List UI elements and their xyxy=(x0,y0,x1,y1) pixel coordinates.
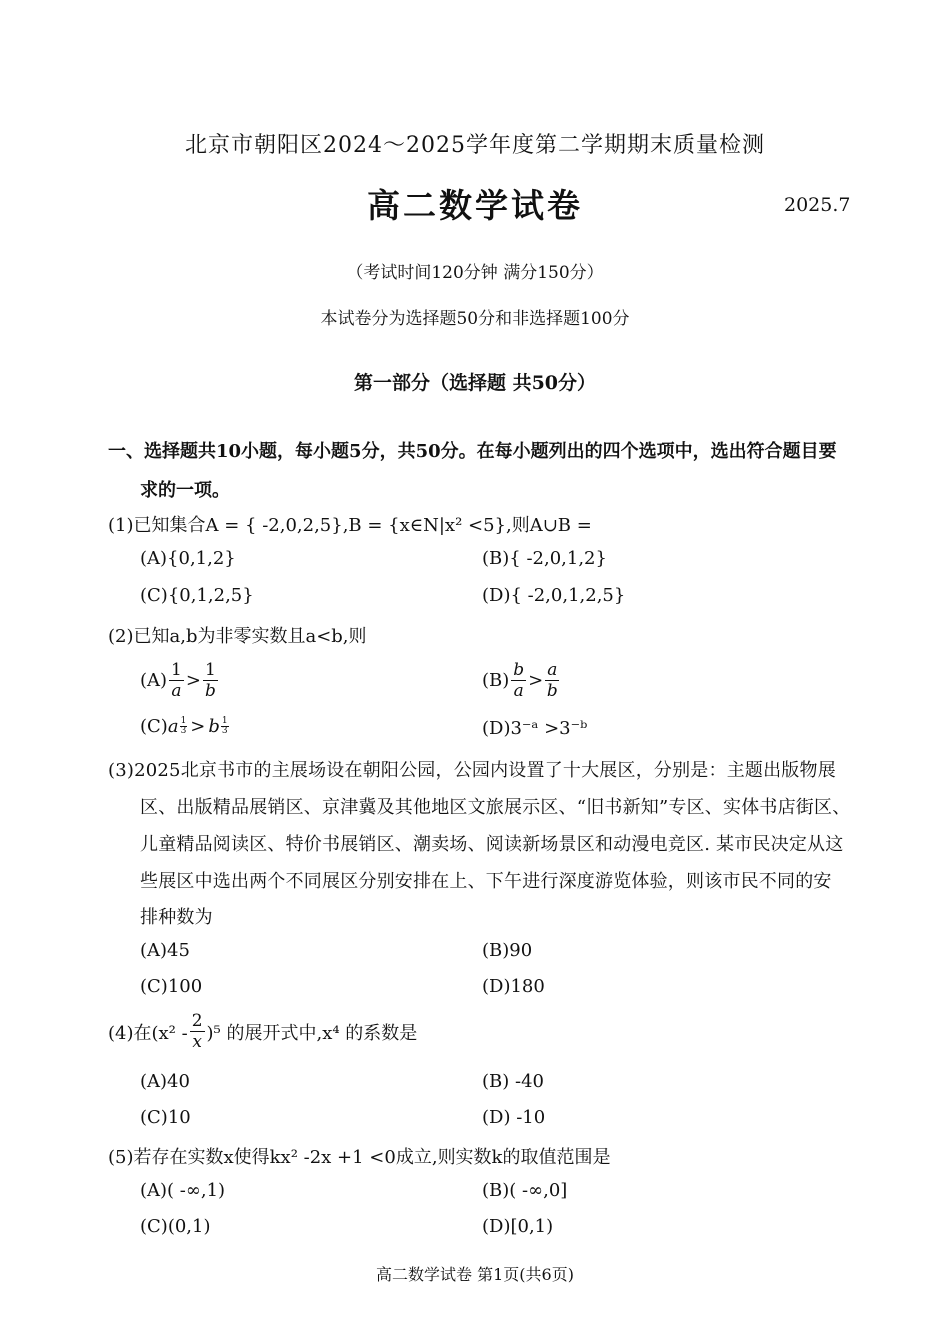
q3-stem-line3: 儿童精品阅读区、特价书展销区、潮卖场、阅读新场景区和动漫电竞区. 某市民决定从这 xyxy=(140,834,844,855)
paper-note: 本试卷分为选择题50分和非选择题100分 xyxy=(320,309,630,329)
q1-option-c: (C){0,1,2,5} xyxy=(140,585,254,606)
q5-option-a: (A)( -∞,1) xyxy=(140,1180,226,1201)
q2-c-exp2 xyxy=(221,717,229,736)
q3-stem-line2: 区、出版精品展销区、京津冀及其他地区文旅展示区、“旧书新知”专区、实体书店街区、 xyxy=(140,797,851,818)
q5-stem: (5)若存在实数x使得kx² -2x +1 <0成立,则实数k的取值范围是 xyxy=(108,1147,611,1168)
q4-stem-pre: (4)在(x² - xyxy=(108,1022,188,1044)
section-instructions-line2: 求的一项。 xyxy=(140,480,230,501)
q1-option-a: (A){0,1,2} xyxy=(140,548,236,569)
exam-info: （考试时间120分钟 满分150分） xyxy=(346,263,604,283)
q2-a-num1: 1 xyxy=(171,660,182,680)
q2-option-c xyxy=(140,716,229,737)
q2-option-a xyxy=(140,660,220,701)
q1-option-d: (D){ -2,0,1,2,5} xyxy=(482,585,626,606)
q2-b-op: > xyxy=(528,670,544,691)
q3-stem-line1: (3)2025北京书市的主展场设在朝阳公园，公园内设置了十大展区，分别是：主题出版物展 xyxy=(108,760,836,781)
q5-option-c: (C)(0,1) xyxy=(140,1216,211,1237)
q2-c-exp1-den: 3 xyxy=(180,726,187,736)
q2-c-op: > xyxy=(190,716,206,737)
part1-title: 第一部分（选择题 共50分） xyxy=(353,372,597,394)
q4-option-b: (B) -40 xyxy=(482,1071,544,1092)
q2-option-a-frac1 xyxy=(169,660,184,701)
q3-option-a: (A)45 xyxy=(140,940,190,961)
q4-option-c: (C)10 xyxy=(140,1107,191,1128)
q4-frac-den: x xyxy=(192,1032,202,1052)
q2-a-den1: a xyxy=(171,681,182,701)
q4-stem xyxy=(108,1011,417,1052)
q4-option-d: (D) -10 xyxy=(482,1107,546,1128)
q2-b-num2: a xyxy=(547,660,558,680)
q2-option-b-label: (B) xyxy=(482,670,510,691)
q5-option-d: (D)[0,1) xyxy=(482,1216,554,1237)
q2-option-b-frac1 xyxy=(511,660,526,701)
q3-stem-line4: 些展区中选出两个不同展区分别安排在上、下午进行深度游览体验，则该市民不同的安 xyxy=(140,871,832,892)
q4-stem-post: )⁵ 的展开式中,x⁴ 的系数是 xyxy=(206,1022,418,1044)
q1-option-b: (B){ -2,0,1,2} xyxy=(482,548,607,569)
section-instructions-line1: 一、选择题共10小题，每小题5分，共50分。在每小题列出的四个选项中，选出符合题目要 xyxy=(108,441,837,462)
q3-option-c: (C)100 xyxy=(140,976,203,997)
q3-option-b: (B)90 xyxy=(482,940,533,961)
q2-option-b-frac2 xyxy=(545,660,559,701)
exam-header-line: 北京市朝阳区2024～2025学年度第二学期期末质量检测 xyxy=(185,133,765,158)
q4-stem-frac xyxy=(190,1011,205,1052)
q2-c-exp2-den: 3 xyxy=(221,726,228,736)
q3-stem-line5: 排种数为 xyxy=(140,907,213,928)
page-title: 高二数学试卷 xyxy=(367,186,583,225)
q2-stem: (2)已知a,b为非零实数且a<b,则 xyxy=(108,626,367,647)
q2-option-b xyxy=(482,660,561,701)
q2-option-c-label: (C) xyxy=(140,716,168,737)
q2-c-base2: b xyxy=(208,716,220,737)
q3-option-d: (D)180 xyxy=(482,976,545,997)
q4-frac-num: 2 xyxy=(191,1011,203,1031)
q2-c-exp1 xyxy=(180,717,188,736)
q4-option-a: (A)40 xyxy=(140,1071,190,1092)
q1-stem: (1)已知集合A = { -2,0,2,5},B = {x∈N|x² <5},则A∪B = xyxy=(108,515,592,536)
q2-option-d: (D)3⁻ᵃ >3⁻ᵇ xyxy=(482,718,588,739)
q2-b-den1: a xyxy=(513,681,524,701)
page-footer: 高二数学试卷 第1页(共6页) xyxy=(376,1265,574,1284)
q2-c-base1: a xyxy=(167,716,179,737)
q2-a-num2: 1 xyxy=(204,660,216,680)
q2-c-exp2-num: 1 xyxy=(221,716,228,726)
q2-b-num1: b xyxy=(513,660,525,680)
q2-option-a-label: (A) xyxy=(140,670,168,691)
q5-option-b: (B)( -∞,0] xyxy=(482,1180,568,1201)
q2-c-exp1-num: 1 xyxy=(180,716,187,726)
q2-a-op: > xyxy=(185,670,201,691)
exam-date: 2025.7 xyxy=(784,194,851,216)
q2-b-den2: b xyxy=(546,681,558,701)
q2-a-den2: b xyxy=(204,681,216,701)
q2-option-a-frac2 xyxy=(203,660,218,701)
